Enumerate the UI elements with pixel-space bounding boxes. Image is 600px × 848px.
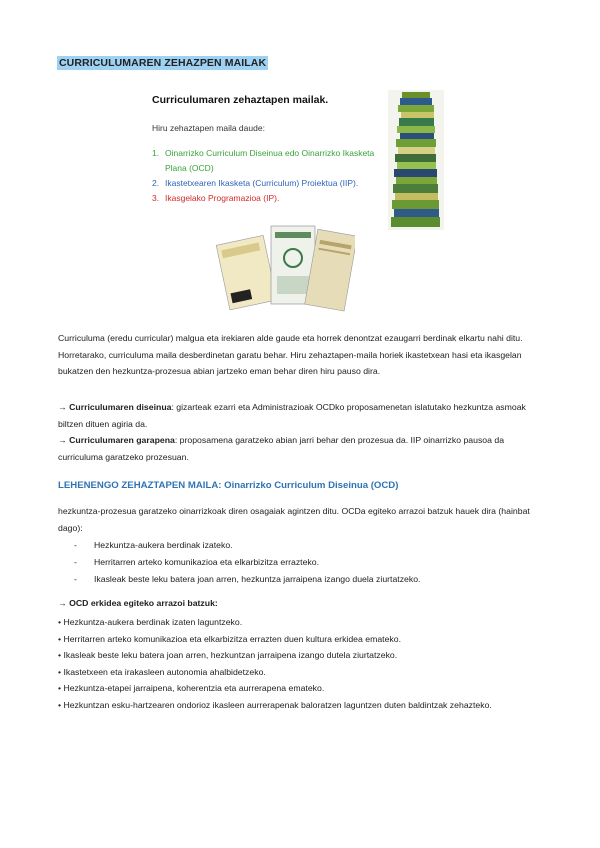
list-item: • Hezkuntza-aukera berdinak izaten laguntzeko.: [58, 617, 243, 627]
section-heading: LEHENENGO ZEHAZTAPEN MAILA: Oinarrizko Curriculum Diseinua (OCD): [58, 480, 399, 491]
figure-subtitle: Hiru zehaztapen maila daude:: [152, 123, 265, 133]
definition-text: : proposamena garatzeko abian jarri behar den prozesua da. IIP oinarrizko pausoa da curriculuma garatzeko prozesuan.: [58, 435, 505, 462]
list-item: - Ikasleak beste leku batera joan arren, hezkuntza jarraipena izango duela ziurtatzeko.: [74, 574, 421, 584]
ocd-reasons-heading: → OCD erkidea egiteko arrazoi batzuk:: [58, 598, 218, 608]
section-intro: hezkuntza-prozesua garatzeko oinarrizkoak diren osagaiak agintzen ditu. OCDa egiteko arrazoi batzuk hauek dira (hainbat dago):: [58, 506, 530, 533]
figure-item-number: 2.: [152, 178, 160, 188]
definition-design: [58, 399, 542, 432]
figure-item-text: Ikasgelako Programazioa (IP).: [165, 193, 280, 203]
figure-list-item: [152, 176, 392, 191]
definition-text: : gizarteak ezarri eta Administrazioak OCDko proposamenetan islatutako hezkuntza asmoak biltzen dituen agiria da.: [58, 402, 526, 429]
figure-item-number: 1.: [152, 148, 160, 158]
list-item: • Hezkuntzan esku-hartzearen ondorioz ikasleen aurrerapenak baloratzen laguntzen duten baldintzak zehazteko.: [58, 699, 492, 710]
list-item: • Hezkuntza-etapei jarraipena, koherentzia eta aurrerapena emateko.: [58, 683, 325, 693]
books-stack-image: [388, 90, 444, 230]
arrow-glyph: →: [58, 435, 70, 445]
figure-list-item: [152, 191, 392, 206]
list-item: • Ikastetxeen eta irakasleen autonomia ahalbidetzeko.: [58, 666, 266, 677]
documents-image: [215, 220, 355, 315]
list-item: - Herritarren arteko komunikazioa eta elkarbizitza errazteko.: [74, 557, 320, 567]
page-title: CURRICULUMAREN ZEHAZPEN MAILAK: [59, 57, 267, 69]
figure-item-text: Ikastetxearen Ikasketa (Curriculum) Proiektua (IIP).: [165, 178, 359, 188]
list-item: • Herritarren arteko komunikazioa eta elkarbizitza errazten duen kultura erkidea emateko.: [58, 633, 401, 644]
figure-item-number: 3.: [152, 193, 160, 203]
figure-heading: Curriculumaren zehaztapen mailak.: [152, 94, 329, 106]
list-item: • Ikasleak beste leku batera joan arren, hezkuntzan jarraipena izango dutela ziurtatzeko.: [58, 650, 398, 660]
arrow-glyph: →: [58, 402, 70, 412]
term-design: Curriculumaren diseinua: [69, 402, 172, 412]
figure-list: [152, 146, 392, 206]
reasons-dash-list: [74, 537, 420, 588]
figure-item-text: Oinarrizko Curriculum Diseinua edo Oinarrizko Ikasketa Plana (OCD): [165, 148, 375, 173]
list-item: - Hezkuntza-aukera berdinak izateko.: [74, 540, 233, 550]
definition-development: [58, 432, 542, 465]
term-development: Curriculumaren garapena: [69, 435, 175, 445]
intro-paragraph: Curriculuma (eredu curricular) malgua eta irekiaren alde gaude eta horrek denontzat ezaugarri berdinak elkartu nahi ditu. Horretarako, curriculuma maila desberdinetan garatu behar. Hiru zehaztapen-maila horiek ikastetxean hasi eta ikasgelan bukatzen den hezkuntza-prozesua abian jartzeko eman behar diren hiru pauso dira.: [58, 333, 523, 376]
figure-list-item: [152, 146, 392, 176]
ocd-reasons-list: [58, 614, 542, 713]
